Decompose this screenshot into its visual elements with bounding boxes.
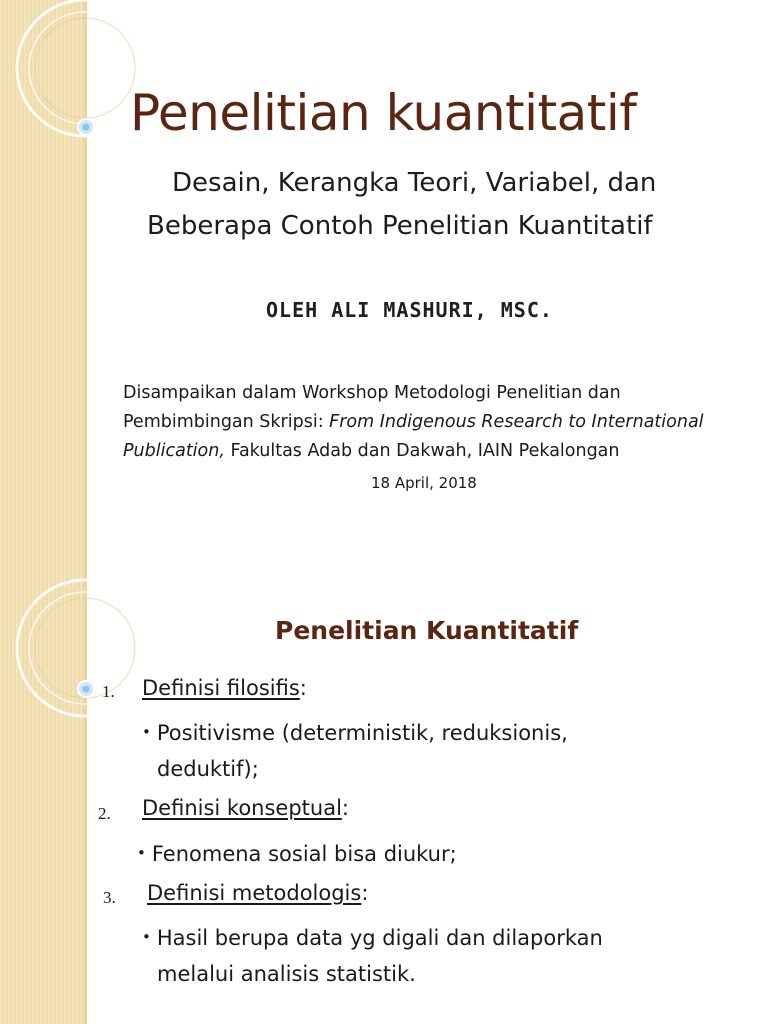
bullet-icon: • xyxy=(142,723,151,741)
bullet-text: Positivisme (deterministik, reduksionis, xyxy=(156,721,568,745)
item-heading-colon: : xyxy=(361,881,369,905)
author-name: OLEH ALI MASHURI, MSC. xyxy=(266,298,553,322)
event-info-prefix: Pembimbingan Skripsi: xyxy=(123,412,330,432)
bullet-point xyxy=(142,714,568,787)
event-date: 18 April, 2018 xyxy=(371,474,477,492)
item-number: 1. xyxy=(102,682,115,701)
bullet-line xyxy=(142,714,568,751)
event-title-italic-end: Publication, xyxy=(123,441,225,461)
item-heading xyxy=(142,676,307,700)
bullet-point xyxy=(137,835,457,872)
subtitle-line-2: Beberapa Contoh Penelitian Kuantitatif xyxy=(147,211,653,241)
subtitle-line-1: Desain, Kerangka Teori, Variabel, dan xyxy=(172,168,657,198)
content-slide xyxy=(0,576,768,1024)
item-heading xyxy=(147,881,368,905)
bullet-icon: • xyxy=(137,844,146,862)
event-title-italic: From Indigenous Research to International xyxy=(329,412,704,432)
item-heading-text: Definisi filosifis xyxy=(142,676,300,700)
item-number: 2. xyxy=(98,804,111,823)
item-heading-text: Definisi metodologis xyxy=(147,881,362,905)
slide-title: Penelitian Kuantitatif xyxy=(275,616,579,645)
bullet-line xyxy=(137,835,457,872)
event-info-line-2 xyxy=(123,408,704,437)
slide-title: Penelitian kuantitatif xyxy=(130,84,637,142)
bullet-line: deduktif); xyxy=(157,757,259,781)
bullet-line xyxy=(142,919,603,956)
item-number: 3. xyxy=(103,888,116,907)
decorative-arcs xyxy=(0,576,160,1024)
item-heading xyxy=(142,796,349,820)
item-heading-colon: : xyxy=(299,676,307,700)
event-info-line-1: Disampaikan dalam Workshop Metodologi Penelitian dan xyxy=(123,383,621,403)
event-info-line-3 xyxy=(123,437,704,466)
item-heading-text: Definisi konseptual xyxy=(142,796,342,820)
event-venue: Fakultas Adab dan Dakwah, IAIN Pekalongan xyxy=(224,441,620,461)
event-info xyxy=(123,379,704,466)
bullet-icon: • xyxy=(142,928,151,946)
bullet-line: melalui analisis statistik. xyxy=(157,962,416,986)
item-heading-colon: : xyxy=(341,796,349,820)
bullet-text: Hasil berupa data yg digali dan dilaporkan xyxy=(156,926,603,950)
bullet-point xyxy=(142,919,603,992)
bullet-text: Fenomena sosial bisa diukur; xyxy=(151,842,457,866)
